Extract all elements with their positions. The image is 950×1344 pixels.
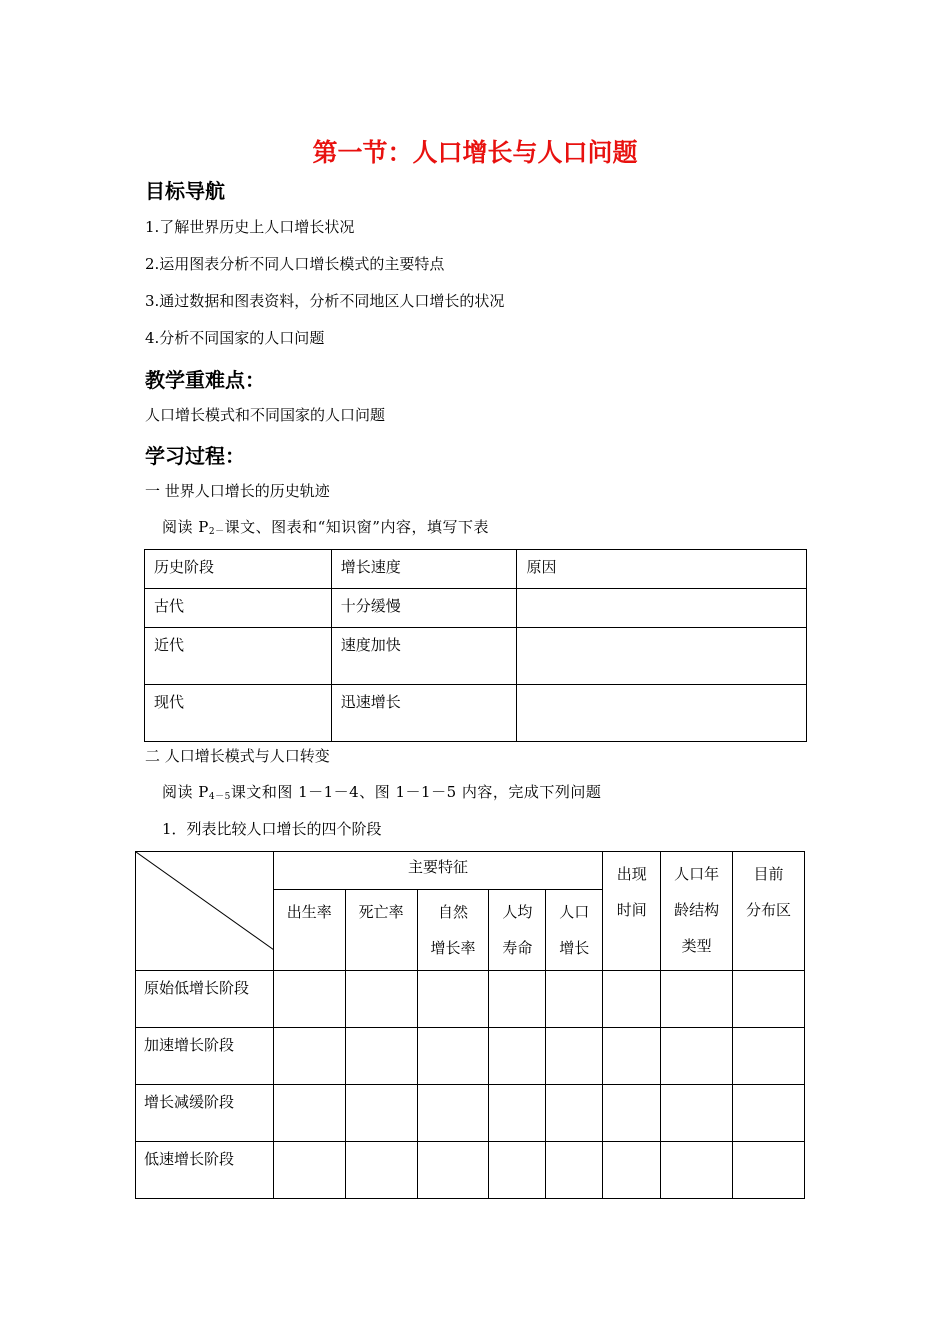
key-heading: 教学重难点： [145, 368, 265, 392]
part2-instruction: 阅读 $P_{4-5}$课文和图 1－1－4、图 1－1－5 内容，完成下列问题 [162, 783, 602, 802]
history-table [144, 549, 807, 742]
extra-header: 目前 分布区 [733, 852, 805, 971]
table-cell: 现代 [145, 685, 332, 742]
extra-header: 人口年 龄结构 类型 [661, 852, 733, 971]
stage-label: 原始低增长阶段 [136, 971, 274, 1028]
goal-item: 4.分析不同国家的人口问题 [145, 329, 325, 347]
goal-item: 1.了解世界历史上人口增长状况 [145, 218, 355, 236]
table-cell: 迅速增长 [331, 685, 517, 742]
sub-header: 死亡率 [345, 890, 417, 971]
table-cell-blank [517, 685, 807, 742]
part1-title: 一 世界人口增长的历史轨迹 [145, 482, 330, 500]
stages-table [135, 851, 805, 1199]
process-heading: 学习过程： [145, 444, 245, 468]
goals-heading: 目标导航 [145, 179, 225, 203]
table-header-cell: 历史阶段 [145, 550, 332, 589]
sub-header: 自然 增长率 [417, 890, 489, 971]
table-cell: 近代 [145, 628, 332, 685]
diagonal-header-cell [136, 852, 274, 971]
stage-label: 加速增长阶段 [136, 1028, 274, 1085]
part2-title: 二 人口增长模式与人口转变 [145, 747, 330, 765]
page-title: 第一节：人口增长与人口问题 [312, 138, 638, 167]
stage-label: 增长减缓阶段 [136, 1085, 274, 1142]
key-text: 人口增长模式和不同国家的人口问题 [145, 406, 386, 424]
sub-header: 人均 寿命 [489, 890, 546, 971]
sub-header: 出生率 [273, 890, 345, 971]
part1-instruction: 阅读 $P_{2-}$课文、图表和“知识窗”内容，填写下表 [162, 518, 489, 537]
group-header: 主要特征 [273, 852, 603, 890]
sub-header: 人口 增长 [546, 890, 603, 971]
diagonal-line [136, 852, 274, 972]
table-header-cell: 原因 [517, 550, 807, 589]
extra-header: 出现 时间 [603, 852, 661, 971]
goal-item: 3.通过数据和图表资料，分析不同地区人口增长的状况 [145, 292, 505, 310]
table-cell-blank [517, 589, 807, 628]
table-cell: 速度加快 [331, 628, 517, 685]
table-cell: 十分缓慢 [331, 589, 517, 628]
part2-question: 1．列表比较人口增长的四个阶段 [162, 820, 382, 838]
goal-item: 2.运用图表分析不同人口增长模式的主要特点 [145, 255, 445, 273]
table-cell-blank [517, 628, 807, 685]
table-cell: 古代 [145, 589, 332, 628]
table-header-cell: 增长速度 [331, 550, 517, 589]
stage-label: 低速增长阶段 [136, 1142, 274, 1199]
